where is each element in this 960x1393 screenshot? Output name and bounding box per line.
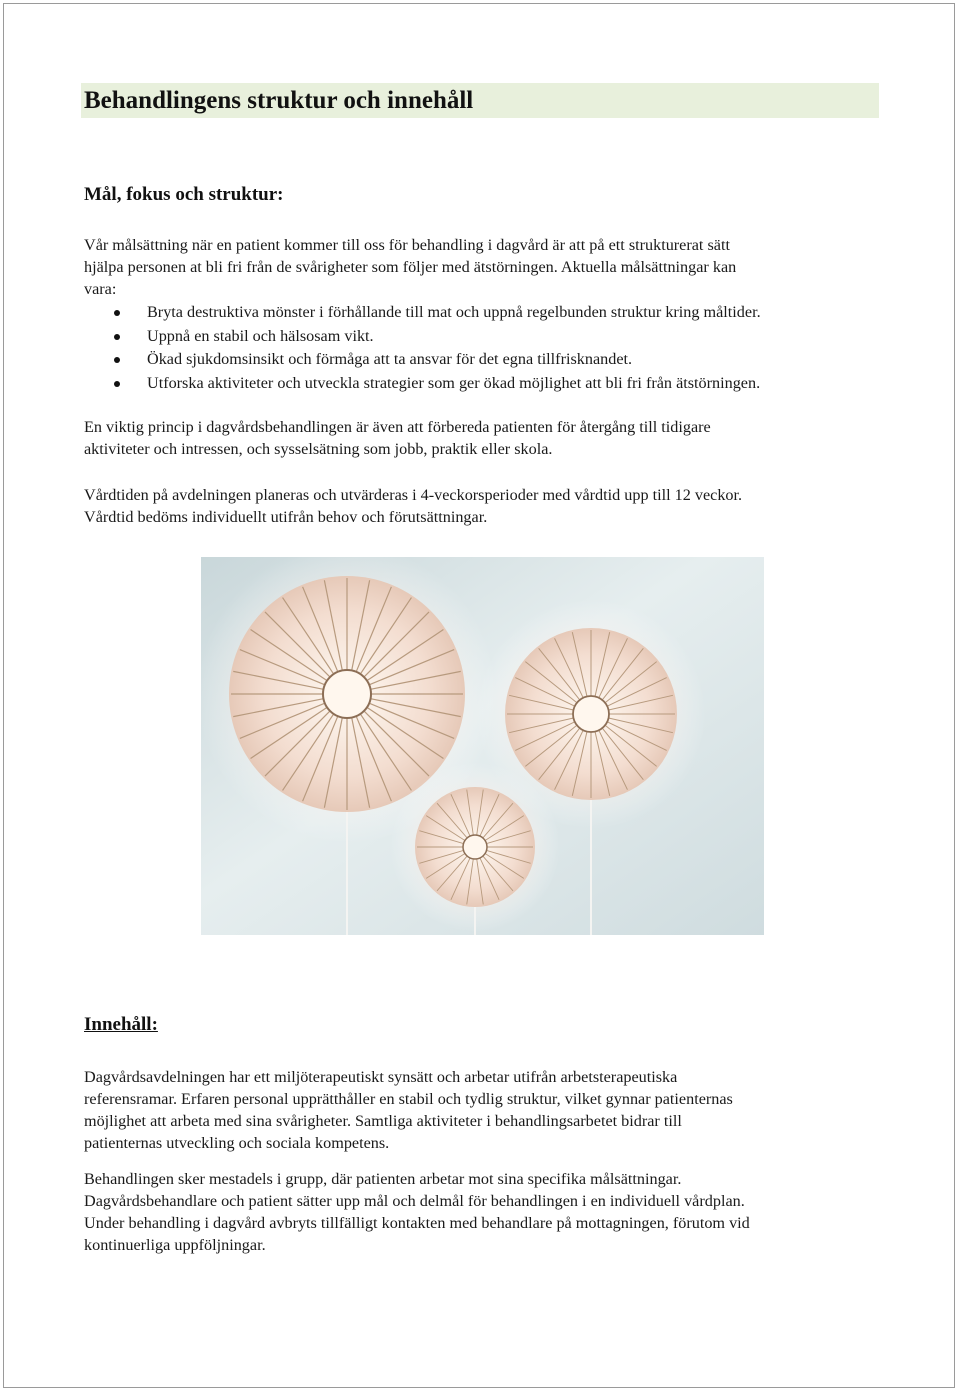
list-item bbox=[84, 348, 761, 372]
goal-text: Uppnå en stabil och hälsosam vikt. bbox=[147, 326, 374, 345]
goals-heading: Mål, fokus och struktur: bbox=[84, 184, 284, 205]
content-line: möjlighet att arbeta med sina svårigheter. Samtliga aktiviteter i behandlingsarbetet bidrar till bbox=[84, 1112, 682, 1130]
goal-text: Ökad sjukdomsinsikt och förmåga att ta ansvar för det egna tillfrisknandet. bbox=[147, 350, 633, 368]
intro-line: vara: bbox=[84, 280, 117, 298]
list-item bbox=[84, 301, 761, 325]
page-title: Behandlingens struktur och innehåll bbox=[84, 87, 474, 114]
goal-text: Utforska aktiviteter och utveckla strategier som ger ökad möjlighet att bli fri från ätstörningen. bbox=[147, 373, 761, 392]
duration-line: Vårdtiden på avdelningen planeras och utvärderas i 4-veckorsperioder med vårdtid upp till 12 veckor. bbox=[84, 486, 743, 504]
goal-text: Bryta destruktiva mönster i förhållande till mat och uppnå regelbunden struktur kring måltider. bbox=[147, 303, 761, 321]
content-heading: Innehåll: bbox=[84, 1014, 158, 1035]
content-line: Behandlingen sker mestadels i grupp, där patienten arbetar mot sina specifika målsättningar. bbox=[84, 1170, 682, 1188]
bullet-icon bbox=[114, 357, 120, 363]
content-line: patienternas utveckling och sociala kompetens. bbox=[84, 1134, 390, 1152]
content-paragraph-1 bbox=[84, 1066, 884, 1154]
principle-line: En viktig princip i dagvårdsbehandlingen är även att förbereda patienten för återgång till tidigare bbox=[84, 418, 711, 436]
lamps-photo bbox=[201, 557, 764, 935]
intro-paragraph bbox=[84, 234, 884, 300]
list-item bbox=[84, 372, 761, 396]
duration-paragraph bbox=[84, 484, 884, 528]
principle-line: aktiviteter och intressen, och sysselsätning som jobb, praktik eller skola. bbox=[84, 440, 553, 458]
bullet-icon bbox=[114, 334, 120, 340]
content-paragraph-2 bbox=[84, 1168, 884, 1256]
content-line: Dagvårdsbehandlare och patient sätter upp mål och delmål för behandlingen i en individuell vårdplan. bbox=[84, 1192, 745, 1210]
list-item bbox=[84, 325, 761, 349]
content-line: kontinuerliga uppföljningar. bbox=[84, 1236, 266, 1254]
content-line: Dagvårdsavdelningen har ett miljöterapeutiskt synsätt och arbetar utifrån arbetsterapeutiska bbox=[84, 1068, 678, 1086]
bullet-icon bbox=[114, 310, 120, 316]
goals-list bbox=[84, 301, 761, 395]
title-bar bbox=[81, 83, 879, 118]
bullet-icon bbox=[114, 381, 120, 387]
principle-paragraph bbox=[84, 416, 884, 460]
content-line: referensramar. Erfaren personal upprätthåller en stabil och tydlig struktur, vilket gynnar patienternas bbox=[84, 1090, 733, 1108]
duration-line: Vårdtid bedöms individuellt utifrån behov och förutsättningar. bbox=[84, 508, 488, 526]
content-line: Under behandling i dagvård avbryts tillfälligt kontakten med behandlare på mottagningen, förutom vid bbox=[84, 1214, 750, 1232]
intro-line: Vår målsättning när en patient kommer till oss för behandling i dagvård är att på ett strukturerat sätt bbox=[84, 236, 730, 254]
intro-line: hjälpa personen at bli fri från de svårigheter som följer med ätstörningen. Aktuella målsättningar kan bbox=[84, 258, 737, 276]
